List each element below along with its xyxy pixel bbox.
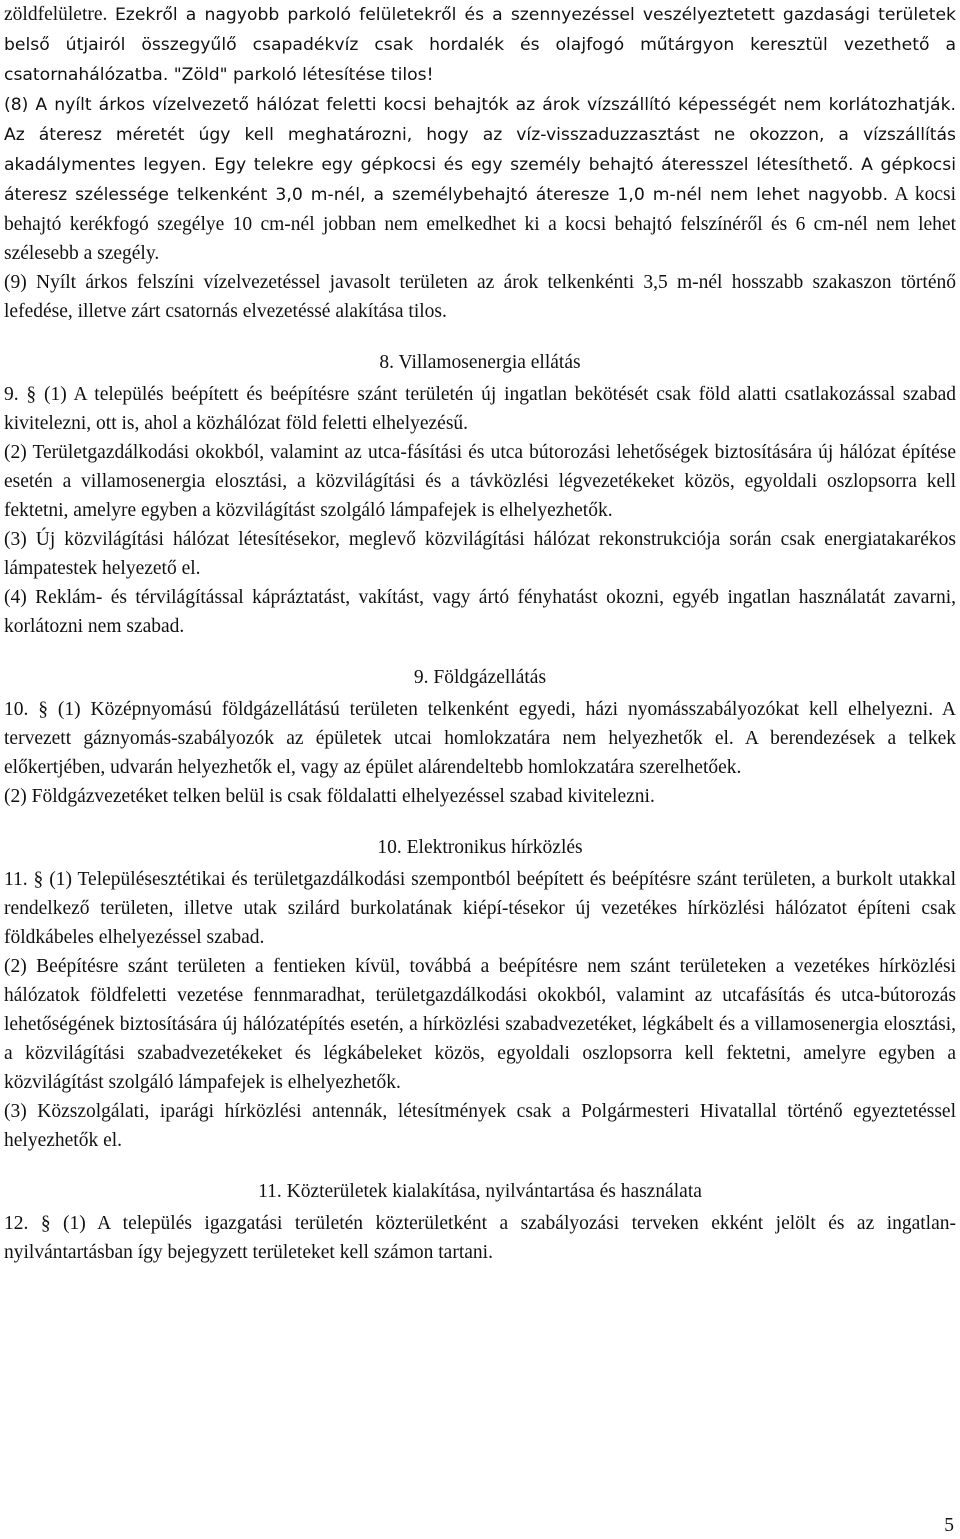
paragraph-9: (9) Nyílt árkos felszíni vízelvezetéssel javasolt területen az árok telkenkénti 3,5 m-nél hosszabb szakaszon történő lefedése, illetve zárt csatornás elvezetéssé alakítása tilos. — [4, 272, 956, 322]
section-11-paragraph-2: (2) Beépítésre szánt területen a fentieken kívül, továbbá a beépítésre nem szánt területeken a vezetékes hírközlési hálózatok földfeletti vezetése fennmaradhat, területgazdálkodási okokból, valamint az utcafásítás és utca-bútorozás lehetőségének biztosítására új hálózatépítés esetén, a hírközlési szabadvezetéket, légkábelt és a villamosenergia elosztási, a közvilágítási szabadvezetékeket és légkábeleket közös, egyoldali oszlopsorra kell fektetni, amelyre egyben a közvilágítást szolgáló lámpafejek is elhelyezhetők. — [4, 956, 956, 1093]
paragraph-8-serif: A kocsi behajtó kerékfogó szegélye 10 cm-nél jobban nem emelkedhet ki a kocsi behajtó felszínéről és 6 cm-nél nem lehet szélesebb a szegély. — [4, 184, 957, 264]
section-11-paragraph-3: (3) Közszolgálati, iparági hírközlési antennák, létesítmények csak a Polgármesteri Hivatallal történő egyeztetéssel helyezhetők el. — [4, 1101, 956, 1151]
section-12-paragraph-1: 12. § (1) A település igazgatási területén közterületként a szabályozási terveken ekként jelölt és az ingatlan-nyilvántartásban így bejegyzett területeket kell számon tartani. — [4, 1213, 956, 1263]
paragraph-8 — [4, 90, 956, 268]
heading-foldgazellatas: 9. Földgázellátás — [413, 667, 547, 688]
section-10-paragraph-2: (2) Földgázvezetéket telken belül is csak földalatti elhelyezéssel szabad kivitelezni. — [4, 786, 655, 807]
paragraph-8-sans-cont: Az áteresz méretét úgy kell meghatározni, hogy az víz-visszaduzzasztást ne okozzon, a vízszállítás akadálymentes legyen. Egy telekre egy gépkocsi és egy személy behajtó áteresszel létesíthető. A gépkocsi áteresz szélessége telkenként 3,0 m-nél, a személybehajtó áteresze 1,0 m-nél nem lehet nagyobb. — [4, 125, 956, 205]
section-9-paragraph-4: (4) Reklám- és térvilágítással kápráztatást, vakítást, vagy ártó fényhatást okozni, egyéb ingatlan használatát zavarni, korlátozni nem szabad. — [4, 587, 956, 637]
section-9-paragraph-1: 9. § (1) A település beépített és beépítésre szánt területén új ingatlan bekötését csak föld alatti csatlakozással szabad kivitelezni, ott is, ahol a közhálózat föld feletti elhelyezésű. — [4, 384, 956, 434]
heading-kozteruletek: 11. Közterületek kialakítása, nyilvántartása és használata — [258, 1181, 702, 1202]
heading-elektronikus-hirkozles: 10. Elektronikus hírközlés — [377, 837, 583, 858]
section-9-paragraph-3: (3) Új közvilágítási hálózat létesítésekor, meglevő közvilágítási hálózat rekonstrukciója során csak energiatakarékos lámpatestek helyezető el. — [4, 529, 956, 579]
document-page — [4, 0, 956, 1267]
section-11-paragraph-1: 11. § (1) Településesztétikai és területgazdálkodási szempontból beépített és beépítésre szánt területen, a burkolt utakkal rendelkező területen, illetve utak szilárd burkolatának kiépí-tésekor új vezetékes hírközlési hálózatot építeni csak földkábeles elhelyezéssel szabad. — [4, 869, 956, 948]
section-9-paragraph-2: (2) Területgazdálkodási okokból, valamint az utca-fásítási és utca bútorozási lehetőségek biztosítására új hálózat építése esetén a villamosenergia elosztási, a közvilágítási és a távközlési légvezetékeket közös, egyoldali oszlopsorra kell fektetni, amelyre egyben a közvilágítást szolgáló lámpafejek is elhelyezhetők. — [4, 442, 956, 521]
section-10-paragraph-1: 10. § (1) Középnyomású földgázellátású területen telkenként egyedi, házi nyomásszabályozókat kell elhelyezni. A tervezett gáznyomás-szabályozók az épületek utcai homlokzatára nem helyezhetők el. A berendezések a telkek előkertjében, udvarán helyezhetők el, vagy az épület alárendeltebb homlokzatára szerelhetőek. — [4, 699, 956, 778]
heading-villamosenergia: 8. Villamosenergia ellátás — [379, 352, 581, 373]
intro-sans-text: Ezekről a nagyobb parkoló felületekről és a szennyezéssel veszélyeztetett gazdasági területek belső útjairól összegyűlő csapadékvíz csak hordalék és olajfogó műtárgyon keresztül vezethető a csatornahálózatba. "Zöld" parkoló létesítése tilos! — [4, 5, 956, 85]
page-number: 5 — [944, 1515, 954, 1536]
intro-paragraph — [4, 0, 956, 90]
intro-serif-text: zöldfelületre. — [4, 4, 115, 25]
paragraph-8-sans: (8) A nyílt árkos vízelvezető hálózat feletti kocsi behajtók az árok vízszállító képességét nem korlátozhatják. — [4, 95, 956, 115]
